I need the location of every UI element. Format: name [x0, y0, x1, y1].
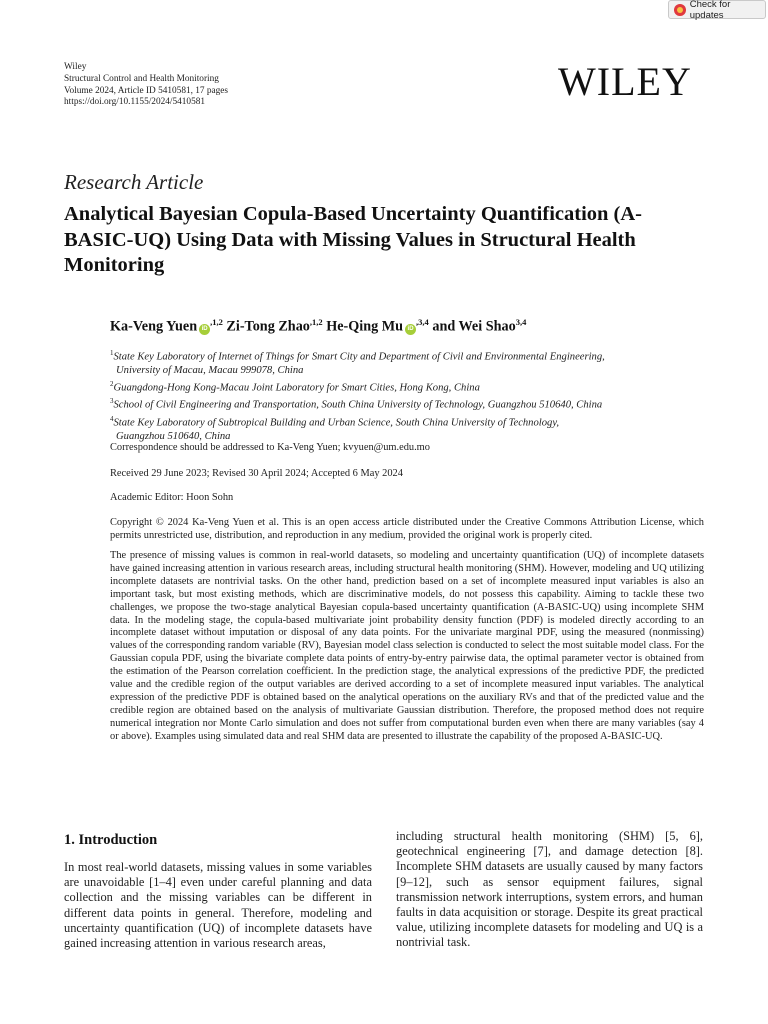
author-affiliation-sup: 3,4	[515, 317, 527, 327]
body-column-left: In most real-world datasets, missing values in some variables are unavoidable [1–4] even under careful planning and data collection and the missing variables can be different in different data points in general. Therefore, modeling and uncertainty quantification (UQ) of incomplete datasets have gained increasing attention in various research areas,	[64, 860, 372, 951]
affiliation-item: $^4$State Key Laboratory of Subtropical Building and Urban Science, South China University of Technology, Guangzhou 510640, China	[110, 414, 560, 443]
academic-editor: Academic Editor: Hoon Sohn	[110, 492, 234, 503]
paper-title: Analytical Bayesian Copula-Based Uncertainty Quantification (A-BASIC-UQ) Using Data with Missing Values in Structural Health Monitoring	[64, 203, 642, 276]
crossmark-icon	[674, 4, 686, 16]
abstract: The presence of missing values is common in real-world datasets, so modeling and uncertainty quantification (UQ) of incomplete datasets have gained increasing attention in various research areas, including structural health monitoring (SHM). However, modeling and UQ utilizing incomplete datasets are nontrivial tasks. On the other hand, prediction based on a set of incomplete measured input variables is also an important task, but most existing methods, which are discriminative models, do not possess this capability. Aiming to tackle these two challenges, we propose the two-stage analytical Bayesian copula-based uncertainty quantification (A-BASIC-UQ) using incomplete SHM data. In the modeling stage, the copula-based multivariate joint probability density function (PDF) is modeled directly according to an incomplete dataset without imputation or disposal of any data points. For the univariate marginal PDF, using the measured (nonmissing) values of the corresponding random variable (RV), Bayesian model class selection is conducted to select the most suitable model class. For the Gaussian copula PDF, using the bivariate complete data points of entry-by-entry pairwise data, the optimal parameter vector is obtained from the estimation of the Pearson correlation coefficient. In the prediction stage, the analytical expressions of the predictive PDF, the predicted value and the credible region of the output variables are derived according to a set of incomplete measured input variables. The analytical expression of the predictive PDF is obtained based on the analytical operations on the auxiliary RVs and that of the predicted value and the credible region are obtained based on the analysis of multivariate Gaussian distribution. Therefore, the proposed method does not require numerical integration nor Monte Carlo simulation and does not suffer from computational burden even when there are many variables (say 4 or above). Examples using simulated data and real SHM data are presented to illustrate the capability of the proposed A-BASIC-UQ.	[110, 550, 704, 742]
author-name: Ka-Veng Yuen	[110, 318, 198, 335]
journal-name: Structural Control and Health Monitoring	[64, 73, 219, 84]
publisher-name: Wiley	[64, 62, 87, 72]
affiliation-item: $^3$School of Civil Engineering and Transportation, South China University of Technology, Guangzhou 510640, China	[110, 397, 603, 411]
check-for-updates-button[interactable]	[668, 0, 766, 19]
check-for-updates-label: Check for updates	[689, 0, 731, 21]
doi-link[interactable]: https://doi.org/10.1155/2024/5410581	[64, 97, 206, 108]
author-affiliation-sup: 1,2	[212, 317, 223, 327]
affiliation-item: $^1$State Key Laboratory of Internet of Things for Smart City and Department of Civil and Environmental Engineering, University of Macau, Macau 999078, China	[110, 349, 605, 377]
correspondence: Correspondence should be addressed to Ka-Veng Yuen; kvyuen@um.edu.mo	[110, 442, 430, 453]
affiliations	[110, 347, 690, 444]
affiliation-item: $^2$Guangdong-Hong Kong-Macau Joint Laboratory for Smart Cities, Hong Kong, China	[110, 380, 480, 394]
author-affiliation-sup: 1,2	[312, 317, 323, 327]
author-name: Zi-Tong Zhao	[226, 318, 310, 335]
author-name: He-Qing Mu	[326, 318, 404, 335]
copyright-notice: Copyright © 2024 Ka-Veng Yuen et al. This is an open access article distributed under the Creative Commons Attribution License, which permits unrestricted use, distribution, and reproduction in any medium, provided the original work is properly cited.	[110, 517, 704, 542]
author-affiliation-sup: 3,4	[418, 317, 429, 327]
body-column-right: including structural health monitoring (SHM) [5, 6], geotechnical engineering [7], and damage detection [8]. Incomplete SHM datasets are usually caused by many factors [9–12], such as sensor equipment failures, signal transmission network interruptions, system errors, and human faults in data acquisition or storage. Despite its great practical value, utilizing incomplete datasets for modeling and UQ is a nontrivial task.	[396, 829, 703, 950]
author-list: Ka-Veng Yuen $iD^{,1,2}$ Zi-Tong Zhao$^{,1,2}$ He-Qing Mu $iD^{,3,4}$ and Wei Shao$^{3,4}$	[110, 317, 527, 335]
orcid-icon[interactable]: iD	[405, 324, 416, 335]
author-name: Wei Shao	[458, 318, 516, 335]
journal-info	[64, 62, 228, 109]
received-dates: Received 29 June 2023; Revised 30 April 2024; Accepted 6 May 2024	[110, 468, 403, 479]
orcid-icon[interactable]: iD	[199, 324, 210, 335]
section-heading: 1. Introduction	[64, 832, 158, 848]
volume-line: Volume 2024, Article ID 5410581, 17 pages	[64, 85, 229, 96]
wiley-logo: WILEY	[558, 59, 692, 104]
article-type: Research Article	[64, 170, 204, 194]
